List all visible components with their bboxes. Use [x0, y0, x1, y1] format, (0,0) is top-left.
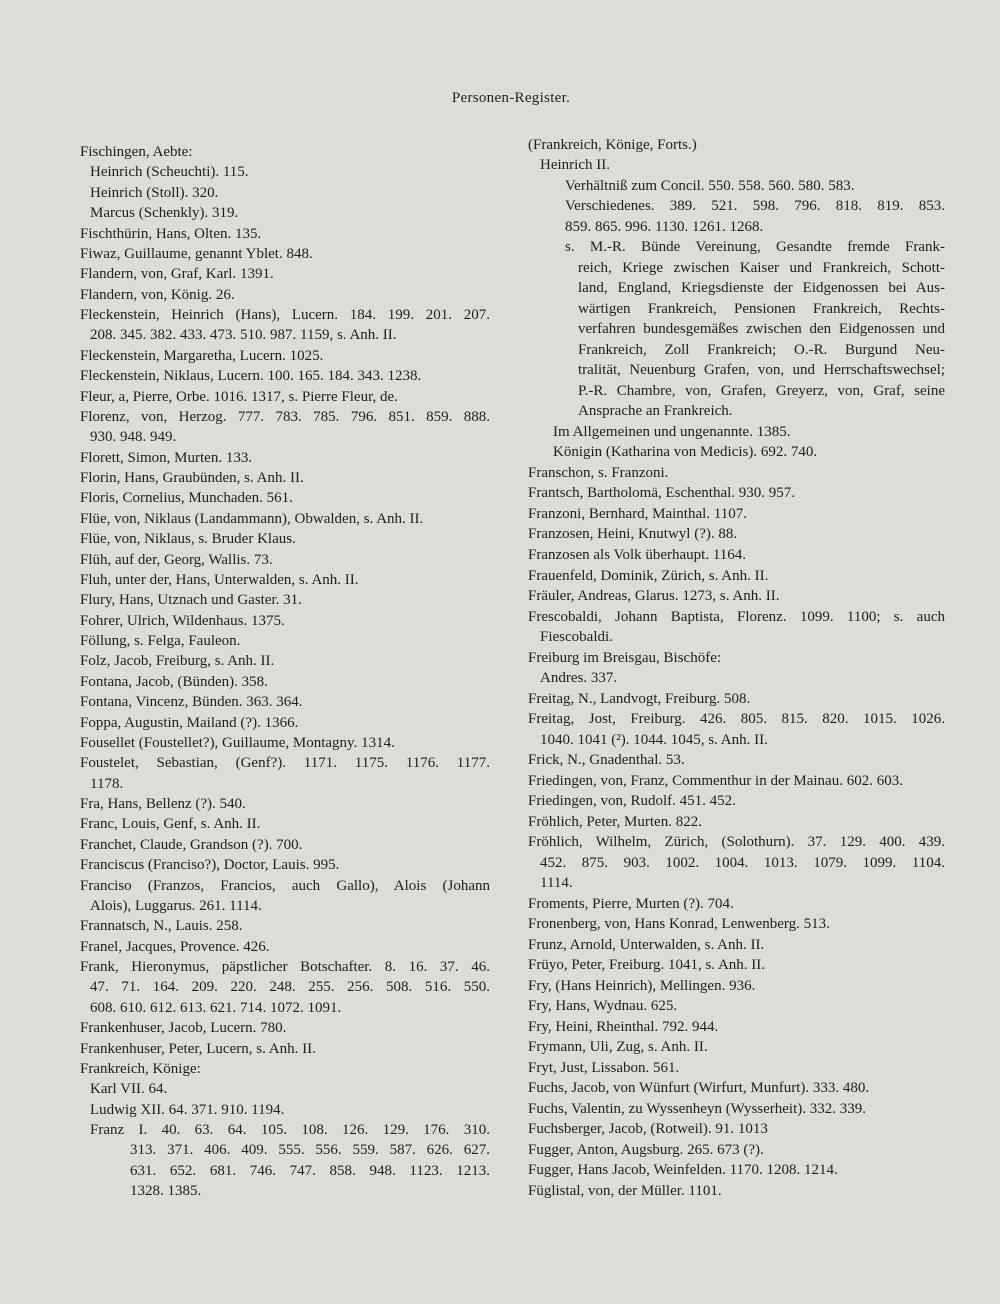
- index-entry: Frymann, Uli, Zug, s. Anh. II.: [528, 1039, 708, 1056]
- index-cross-reference: wärtigen Frankreich, Pensionen Frankreich, Rechts-: [578, 300, 945, 317]
- index-cross-reference: verfahren bundesgemäßes zwischen den Eidgenossen und: [578, 321, 945, 338]
- index-entry: Fleur, a, Pierre, Orbe. 1016. 1317, s. Pierre Fleur, de.: [80, 388, 398, 405]
- index-entry: Florett, Simon, Murten. 133.: [80, 449, 253, 466]
- page-header: Personen-Register.: [451, 90, 571, 106]
- index-subentry: Karl VII. 64.: [90, 1081, 168, 1098]
- index-entry: Frank, Hieronymus, päpstlicher Botschafter. 8. 16. 37. 46.: [80, 959, 490, 975]
- index-entry: Franciscus (Franciso?), Doctor, Lauis. 995.: [80, 857, 340, 874]
- index-entry: Flüe, von, Niklaus, s. Bruder Klaus.: [80, 531, 296, 548]
- index-continuation: 1178.: [90, 775, 124, 792]
- index-entry: Frescobaldi, Johann Baptista, Florenz. 1099. 1100; s. auch: [528, 608, 945, 625]
- index-cross-reference: s. M.-R. Bünde Vereinung, Gesandte fremde Frank-: [565, 239, 945, 256]
- index-entry: Fröhlich, Wilhelm, Zürich, (Solothurn). 37. 129. 400. 439.: [528, 834, 945, 851]
- index-entry: Fry, Hans, Wydnau. 625.: [528, 998, 678, 1015]
- index-entry: Franzoni, Bernhard, Mainthal. 1107.: [528, 505, 747, 522]
- index-entry: Franel, Jacques, Provence. 426.: [80, 938, 270, 955]
- index-entry: Frannatsch, N., Lauis. 258.: [80, 918, 243, 935]
- index-entry: Flüh, auf der, Georg, Wallis. 73.: [80, 551, 273, 568]
- index-entry: Froments, Pierre, Murten (?). 704.: [528, 895, 734, 912]
- index-entry: Fräuler, Andreas, Glarus. 1273, s. Anh. II.: [528, 588, 780, 605]
- index-entry: Früyo, Peter, Freiburg. 1041, s. Anh. II.: [528, 957, 766, 974]
- index-entry: Florenz, von, Herzog. 777. 783. 785. 796. 851. 859. 888.: [80, 408, 490, 425]
- index-continuation: 1328. 1385.: [130, 1183, 202, 1200]
- index-entry: Fontana, Jacob, (Bünden). 358.: [80, 673, 268, 690]
- index-entry: Fousellet (Foustellet?), Guillaume, Montagny. 1314.: [80, 734, 395, 751]
- index-entry: Fugger, Hans Jacob, Weinfelden. 1170. 1208. 1214.: [528, 1162, 838, 1179]
- index-subentry: Andres. 337.: [540, 670, 618, 687]
- index-subentry: Ludwig XII. 64. 371. 910. 1194.: [90, 1101, 285, 1118]
- index-entry: Freitag, Jost, Freiburg. 426. 805. 815. 820. 1015. 1026.: [528, 711, 945, 728]
- index-subentry: Verschiedenes. 389. 521. 598. 796. 818. 819. 853.: [565, 198, 945, 215]
- index-subentry: Franz I. 40. 63. 64. 105. 108. 126. 129. 176. 310.: [90, 1122, 490, 1138]
- index-continuation: 930. 948. 949.: [90, 429, 177, 446]
- index-continuation: 208. 345. 382. 433. 473. 510. 987. 1159, s. Anh. II.: [90, 327, 397, 344]
- index-entry: Frauenfeld, Dominik, Zürich, s. Anh. II.: [528, 567, 769, 584]
- index-subentry: Heinrich II.: [540, 157, 610, 174]
- index-subentry: Marcus (Schenkly). 319.: [90, 205, 239, 222]
- index-entry: Föllung, s. Felga, Fauleon.: [80, 633, 241, 649]
- index-entry: Folz, Jacob, Freiburg, s. Anh. II.: [80, 653, 275, 670]
- index-subentry: Heinrich (Scheuchti). 115.: [90, 164, 249, 181]
- index-entry: Frunz, Arnold, Unterwalden, s. Anh. II.: [528, 936, 765, 953]
- index-entry: Franzosen, Heini, Knutwyl (?). 88.: [528, 526, 738, 543]
- index-entry: Frankenhuser, Jacob, Lucern. 780.: [80, 1020, 287, 1037]
- index-entry: Frankenhuser, Peter, Lucern, s. Anh. II.: [80, 1040, 316, 1057]
- index-continuation: 631. 652. 681. 746. 747. 858. 948. 1123. 1213.: [130, 1162, 490, 1179]
- index-cross-reference: land, England, Kriegsdienste der Eidgenossen bei Aus-: [578, 280, 945, 297]
- index-entry: Floris, Cornelius, Munchaden. 561.: [80, 490, 293, 507]
- index-entry: Fohrer, Ulrich, Wildenhaus. 1375.: [80, 612, 285, 629]
- index-entry: Fluh, unter der, Hans, Unterwalden, s. Anh. II.: [80, 571, 359, 588]
- index-heading: Frankreich, Könige:: [80, 1060, 201, 1077]
- index-entry: Fleckenstein, Heinrich (Hans), Lucern. 184. 199. 201. 207.: [80, 307, 490, 323]
- index-entry: Fiwaz, Guillaume, genannt Yblet. 848.: [80, 245, 313, 262]
- index-cross-reference: tralität, Neuenburg Grafen, von, und Herrschaftswechsel;: [578, 362, 945, 379]
- index-entry: Flandern, von, König. 26.: [80, 286, 235, 303]
- index-entry: Fontana, Vincenz, Bünden. 363. 364.: [80, 694, 303, 711]
- index-entry: Füglistal, von, der Müller. 1101.: [528, 1182, 722, 1199]
- index-subentry: Im Allgemeinen und ungenannte. 1385.: [553, 423, 791, 440]
- index-entry: Foustelet, Sebastian, (Genf?). 1171. 1175. 1176. 1177.: [80, 755, 490, 772]
- index-entry: Flury, Hans, Utznach und Gaster. 31.: [80, 592, 302, 609]
- index-entry: Fuchs, Valentin, zu Wyssenheyn (Wysserheit). 332. 339.: [528, 1100, 867, 1117]
- index-entry: Franchet, Claude, Grandson (?). 700.: [80, 836, 303, 853]
- index-entry: Fry, Heini, Rheinthal. 792. 944.: [528, 1018, 719, 1035]
- index-entry: Florin, Hans, Graubünden, s. Anh. II.: [80, 470, 304, 486]
- index-continuation: 1040. 1041 (²). 1044. 1045, s. Anh. II.: [540, 731, 768, 748]
- index-entry: Franc, Louis, Genf, s. Anh. II.: [80, 816, 261, 833]
- index-cross-reference: P.-R. Chambre, von, Grafen, Greyerz, von, Graf, seine: [578, 382, 945, 399]
- index-entry: Fugger, Anton, Augsburg. 265. 673 (?).: [528, 1141, 764, 1158]
- index-cross-reference: Ansprache an Frankreich.: [578, 403, 733, 420]
- index-entry: Fuchs, Jacob, von Wünfurt (Wirfurt, Munfurt). 333. 480.: [528, 1080, 870, 1097]
- index-heading: Freiburg im Breisgau, Bischöfe:: [528, 649, 722, 666]
- index-subentry: Heinrich (Stoll). 320.: [90, 184, 219, 201]
- index-subentry: Königin (Katharina von Medicis). 692. 740.: [553, 444, 818, 461]
- index-entry: Fronenberg, von, Hans Konrad, Lenwenberg. 513.: [528, 916, 830, 933]
- index-continuation: Fiescobaldi.: [540, 629, 613, 646]
- index-continuation: 452. 875. 903. 1002. 1004. 1013. 1079. 1099. 1104.: [540, 854, 945, 871]
- index-entry: Frick, N., Gnadenthal. 53.: [528, 752, 685, 769]
- index-entry: Franciso (Franzos, Francios, auch Gallo), Alois (Johann: [80, 877, 490, 894]
- index-entry: Flüe, von, Niklaus (Landammann), Obwalden, s. Anh. II.: [80, 510, 424, 527]
- index-cross-reference: Frankreich, Zoll Frankreich; O.-R. Burgund Neu-: [578, 341, 945, 358]
- index-entry: Franzosen als Volk überhaupt. 1164.: [528, 547, 747, 563]
- index-heading: Fischingen, Aebte:: [80, 144, 193, 160]
- index-entry: Friedingen, von, Franz, Commenthur in der Mainau. 602. 603.: [528, 772, 903, 789]
- index-entry: Freitag, N., Landvogt, Freiburg. 508.: [528, 690, 751, 707]
- index-cross-reference: reich, Kriege zwischen Kaiser und Frankreich, Schott-: [578, 259, 945, 276]
- index-entry: Fröhlich, Peter, Murten. 822.: [528, 813, 702, 830]
- index-continuation: 859. 865. 996. 1130. 1261. 1268.: [565, 218, 764, 235]
- right-column: [528, 135, 945, 1202]
- index-continuation: 1114.: [540, 875, 573, 892]
- index-subentry: Verhältniß zum Concil. 550. 558. 560. 580. 583.: [565, 177, 855, 194]
- index-continuation: 47. 71. 164. 209. 220. 248. 255. 256. 508. 516. 550.: [90, 979, 490, 996]
- index-entry: Fra, Hans, Bellenz (?). 540.: [80, 796, 246, 812]
- index-continuation: Alois), Luggarus. 261. 1114.: [90, 897, 262, 914]
- index-entry: Fleckenstein, Niklaus, Lucern. 100. 165. 184. 343. 1238.: [80, 368, 422, 385]
- index-entry: Foppa, Augustin, Mailand (?). 1366.: [80, 714, 299, 731]
- index-entry: Fryt, Just, Lissabon. 561.: [528, 1059, 680, 1076]
- index-entry: Fuchsberger, Jacob, (Rotweil). 91. 1013: [528, 1121, 768, 1138]
- index-entry: Frantsch, Bartholomä, Eschenthal. 930. 957.: [528, 485, 796, 502]
- index-continuation: 608. 610. 612. 613. 621. 714. 1072. 1091.: [90, 999, 342, 1016]
- index-entry: Fischthürin, Hans, Olten. 135.: [80, 225, 262, 242]
- left-column: [80, 142, 490, 1202]
- index-entry: Fry, (Hans Heinrich), Mellingen. 936.: [528, 977, 756, 994]
- index-entry: Friedingen, von, Rudolf. 451. 452.: [528, 793, 736, 810]
- index-entry: Flandern, von, Graf, Karl. 1391.: [80, 266, 274, 283]
- index-continuation: 313. 371. 406. 409. 555. 556. 559. 587. 626. 627.: [130, 1142, 490, 1159]
- index-entry: Franschon, s. Franzoni.: [528, 464, 669, 481]
- index-heading: (Frankreich, Könige, Forts.): [528, 136, 697, 153]
- index-entry: Fleckenstein, Margaretha, Lucern. 1025.: [80, 347, 324, 364]
